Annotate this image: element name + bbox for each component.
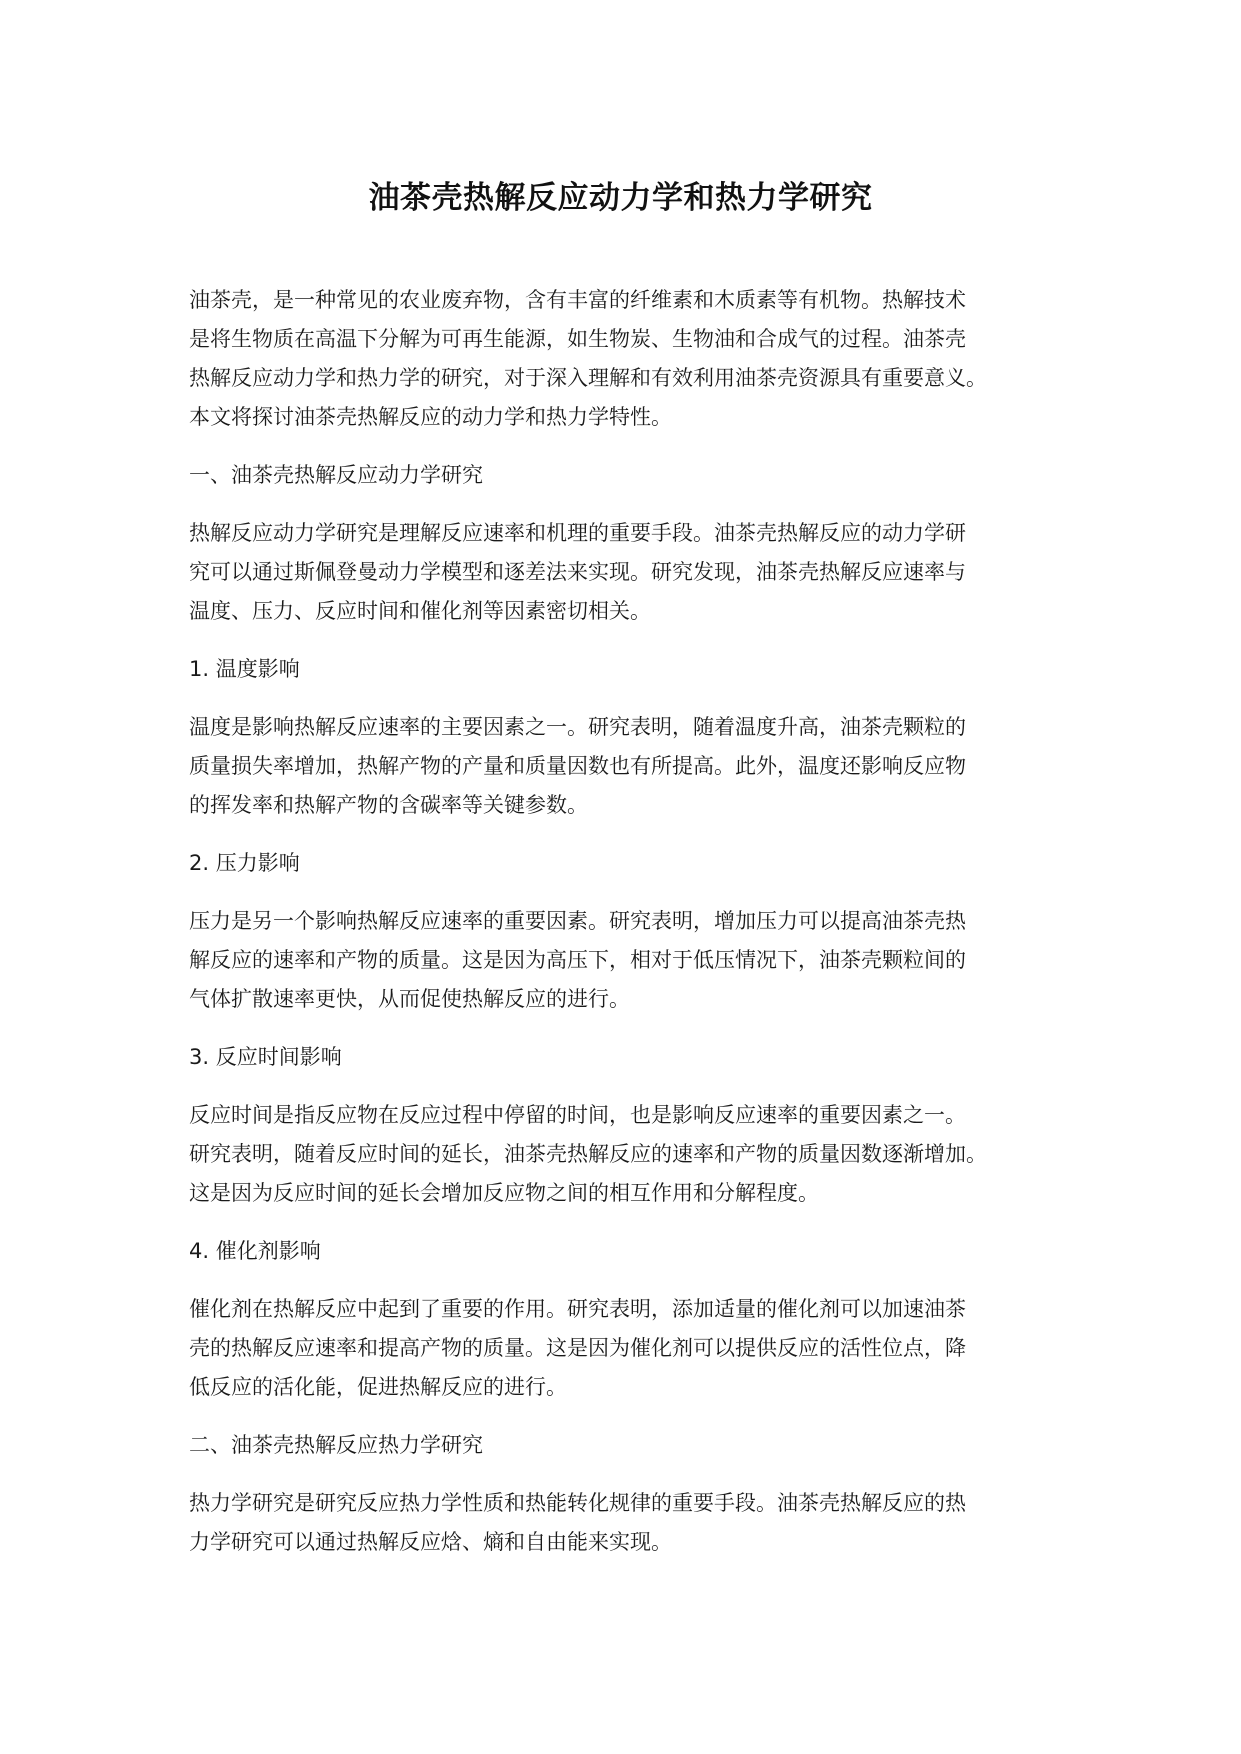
section-heading-thermodynamics: 二、油茶壳热解反应热力学研究 xyxy=(189,1433,483,1457)
reaction-time-paragraph xyxy=(189,1096,1069,1213)
thermodynamics-paragraph xyxy=(189,1484,1069,1562)
paragraph-line: 解反应的速率和产物的质量。这是因为高压下，相对于低压情况下，油茶壳颗粒间的 xyxy=(189,948,966,972)
document-title: 油茶壳热解反应动力学和热力学研究 xyxy=(368,180,873,216)
pressure-paragraph xyxy=(189,902,1069,1019)
paragraph-line: 催化剂在热解反应中起到了重要的作用。研究表明，添加适量的催化剂可以加速油茶 xyxy=(189,1297,966,1321)
paragraph-line: 本文将探讨油茶壳热解反应的动力学和热力学特性。 xyxy=(189,405,672,429)
paragraph-line: 这是因为反应时间的延长会增加反应物之间的相互作用和分解程度。 xyxy=(189,1181,819,1205)
paragraph-line: 热解反应动力学和热力学的研究，对于深入理解和有效利用油茶壳资源具有重要意义。 xyxy=(189,366,987,390)
paragraph-line: 究可以通过斯佩登曼动力学模型和逐差法来实现。研究发现，油茶壳热解反应速率与 xyxy=(189,560,966,584)
temperature-paragraph xyxy=(189,708,1069,825)
paragraph-line: 压力是另一个影响热解反应速率的重要因素。研究表明，增加压力可以提高油茶壳热 xyxy=(189,909,966,933)
intro-paragraph xyxy=(189,281,1069,437)
paragraph-line: 反应时间是指反应物在反应过程中停留的时间，也是影响反应速率的重要因素之一。 xyxy=(189,1103,966,1127)
catalyst-paragraph xyxy=(189,1290,1069,1407)
paragraph-line: 温度是影响热解反应速率的主要因素之一。研究表明，随着温度升高，油茶壳颗粒的 xyxy=(189,715,966,739)
subheading-reaction-time: 3. 反应时间影响 xyxy=(189,1045,342,1069)
paragraph-line: 气体扩散速率更快，从而促使热解反应的进行。 xyxy=(189,987,630,1011)
paragraph-line: 质量损失率增加，热解产物的产量和质量因数也有所提高。此外，温度还影响反应物 xyxy=(189,754,966,778)
paragraph-line: 温度、压力、反应时间和催化剂等因素密切相关。 xyxy=(189,599,651,623)
paragraph-line: 的挥发率和热解产物的含碳率等关键参数。 xyxy=(189,793,588,817)
paragraph-line: 是将生物质在高温下分解为可再生能源，如生物炭、生物油和合成气的过程。油茶壳 xyxy=(189,327,966,351)
paragraph-line: 热解反应动力学研究是理解反应速率和机理的重要手段。油茶壳热解反应的动力学研 xyxy=(189,521,966,545)
paragraph-line: 油茶壳，是一种常见的农业废弃物，含有丰富的纤维素和木质素等有机物。热解技术 xyxy=(189,288,966,312)
paragraph-line: 低反应的活化能，促进热解反应的进行。 xyxy=(189,1375,567,1399)
kinetics-paragraph xyxy=(189,514,1069,631)
section-heading-kinetics: 一、油茶壳热解反应动力学研究 xyxy=(189,463,483,487)
subheading-pressure: 2. 压力影响 xyxy=(189,851,300,875)
subheading-temperature: 1. 温度影响 xyxy=(189,657,300,681)
paragraph-line: 壳的热解反应速率和提高产物的质量。这是因为催化剂可以提供反应的活性位点，降 xyxy=(189,1336,966,1360)
paragraph-line: 热力学研究是研究反应热力学性质和热能转化规律的重要手段。油茶壳热解反应的热 xyxy=(189,1491,966,1515)
document-body xyxy=(189,281,1069,1581)
subheading-catalyst: 4. 催化剂影响 xyxy=(189,1239,321,1263)
paragraph-line: 研究表明，随着反应时间的延长，油茶壳热解反应的速率和产物的质量因数逐渐增加。 xyxy=(189,1142,987,1166)
paragraph-line: 力学研究可以通过热解反应焓、熵和自由能来实现。 xyxy=(189,1530,672,1554)
